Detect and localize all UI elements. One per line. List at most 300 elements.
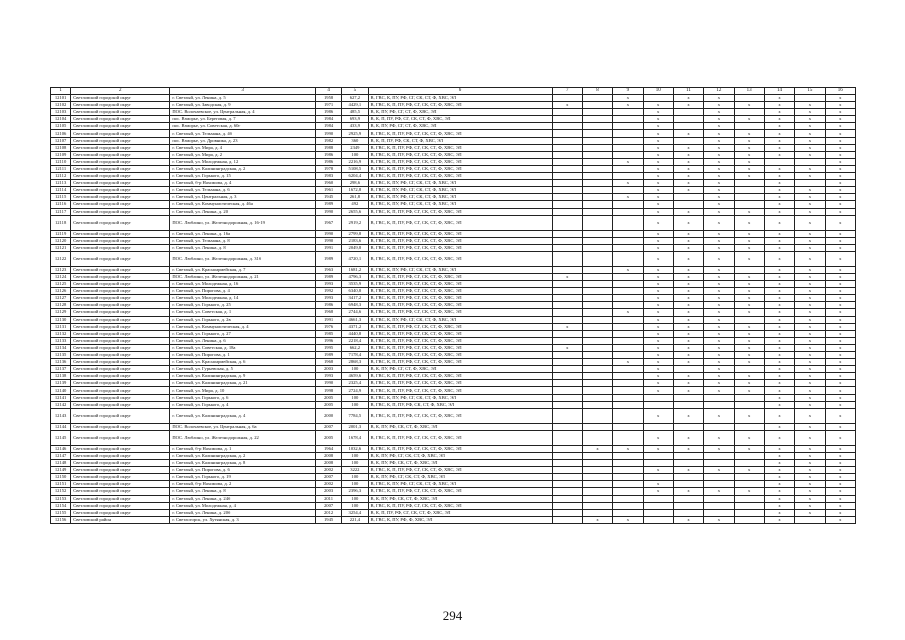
systems-list-cell: В, ГВС, К, П, ПУ, РФ, СГ, СК, СТ, Ф, ХВС, ЭЛ [368, 352, 552, 359]
mark-cell: x [673, 144, 703, 151]
mark-cell: x [764, 323, 794, 330]
mark-cell: x [643, 309, 673, 316]
municipality-cell: Светловский городской округ [71, 165, 170, 172]
mark-cell: x [764, 481, 794, 488]
area-value-cell: 2349 [342, 144, 368, 151]
mark-cell [582, 394, 612, 401]
column-number-header: 7 [552, 88, 582, 95]
mark-cell: x [643, 330, 673, 337]
systems-list-cell: В, ГВС, К, ПУ, РФ, СГ, СК, СТ, Ф, ХВС, ЭЛ [368, 180, 552, 187]
mark-cell [582, 230, 612, 237]
mark-cell: x [552, 344, 582, 351]
mark-cell [613, 430, 643, 445]
table-row [51, 158, 856, 165]
mark-cell: x [795, 352, 825, 359]
table-row [51, 330, 856, 337]
municipality-cell: Светловский городской округ [71, 359, 170, 366]
mark-cell [582, 95, 612, 102]
mark-cell: x [825, 102, 856, 109]
mark-cell: x [704, 116, 734, 123]
systems-list-cell: В, ГВС, К, П, ПУ, РФ, СГ, СК, СТ, Ф, ХВС, ЭЛ [368, 408, 552, 423]
mark-cell [582, 323, 612, 330]
mark-cell [643, 460, 673, 467]
mark-cell [734, 201, 764, 208]
area-value-cell: 100 [342, 502, 368, 509]
area-value-cell: 2001,3 [342, 423, 368, 430]
mark-cell [613, 273, 643, 280]
address-cell: пос. Взморье, ул. Советская, д. 60г [170, 123, 316, 130]
row-id-cell: 12117 [51, 208, 71, 215]
mark-cell [673, 423, 703, 430]
year-cell: 1982 [315, 137, 341, 144]
table-body [51, 88, 856, 524]
municipality-cell: Светловский городской округ [71, 102, 170, 109]
mark-cell: x [795, 281, 825, 288]
column-number-header: 6 [368, 88, 552, 95]
mark-cell [704, 502, 734, 509]
mark-cell [734, 123, 764, 130]
table-row [51, 288, 856, 295]
mark-cell: x [673, 516, 703, 523]
table-header-row [51, 88, 856, 95]
mark-cell [704, 401, 734, 408]
mark-cell [613, 144, 643, 151]
mark-cell: x [734, 337, 764, 344]
mark-cell: x [734, 244, 764, 251]
mark-cell: x [734, 116, 764, 123]
mark-cell [582, 144, 612, 151]
mark-cell [673, 401, 703, 408]
mark-cell [552, 116, 582, 123]
mark-cell: x [704, 109, 734, 116]
mark-cell: x [825, 452, 856, 459]
mark-cell: x [552, 102, 582, 109]
table-row [51, 244, 856, 251]
page-number: 294 [442, 608, 463, 623]
mark-cell [582, 237, 612, 244]
mark-cell [582, 302, 612, 309]
row-id-cell: 12114 [51, 187, 71, 194]
area-value-cell: 2724,9 [342, 387, 368, 394]
mark-cell: x [795, 509, 825, 516]
table-row [51, 495, 856, 502]
mark-cell: x [734, 323, 764, 330]
table-row [51, 123, 856, 130]
year-cell: 2007 [315, 474, 341, 481]
mark-cell: x [764, 401, 794, 408]
address-cell: г. Светлый, ул. Мира, д. 4 [170, 144, 316, 151]
mark-cell: x [673, 273, 703, 280]
area-value-cell: 3254,4 [342, 509, 368, 516]
address-cell: ПОС. Волочаевское, ул. Центральная, д. 6а [170, 423, 316, 430]
mark-cell: x [613, 102, 643, 109]
mark-cell: x [795, 165, 825, 172]
mark-cell: x [825, 323, 856, 330]
mark-cell [613, 330, 643, 337]
mark-cell: x [795, 244, 825, 251]
year-cell: 1989 [315, 352, 341, 359]
mark-cell [673, 194, 703, 201]
address-cell: г. Светлый, ул. Калининградская, д. 2 [170, 452, 316, 459]
mark-cell [552, 359, 582, 366]
mark-cell [582, 194, 612, 201]
municipality-cell: Светловский городской округ [71, 467, 170, 474]
mark-cell: x [643, 173, 673, 180]
area-value-cell: 100 [342, 366, 368, 373]
mark-cell [613, 495, 643, 502]
systems-list-cell: В, К, П, ПУ, РФ, СГ, СК, СТ, Ф, ХВС, ЭЛ [368, 116, 552, 123]
year-cell: 2012 [315, 509, 341, 516]
address-cell: г. Светлый, ул. Молодежная, д. 12 [170, 158, 316, 165]
mark-cell [582, 165, 612, 172]
address-cell: ПОС. Люблино, ул. Железнодорожная, д. 31б [170, 251, 316, 266]
mark-cell: x [795, 266, 825, 273]
mark-cell: x [643, 316, 673, 323]
area-value-cell: 6340,8 [342, 288, 368, 295]
mark-cell: x [795, 288, 825, 295]
mark-cell: x [734, 215, 764, 230]
address-cell: г. Светлый, ул. Горького, д. 25 [170, 302, 316, 309]
municipality-cell: Светловский городской округ [71, 208, 170, 215]
table-row [51, 509, 856, 516]
row-id-cell: 12130 [51, 316, 71, 323]
row-id-cell: 12125 [51, 281, 71, 288]
area-value-cell: 662,2 [342, 344, 368, 351]
mark-cell: x [643, 230, 673, 237]
mark-cell: x [613, 445, 643, 452]
year-cell: 1984 [315, 123, 341, 130]
mark-cell: x [673, 337, 703, 344]
year-cell: 1961 [315, 187, 341, 194]
municipality-cell: Светловский городской округ [71, 281, 170, 288]
mark-cell: x [825, 460, 856, 467]
address-cell: ПОС. Люблино, ул. Железнодорожная, д. 16-19 [170, 215, 316, 230]
mark-cell: x [643, 215, 673, 230]
municipality-cell: Светловский городской округ [71, 323, 170, 330]
mark-cell: x [673, 295, 703, 302]
mark-cell: x [734, 281, 764, 288]
mark-cell [613, 380, 643, 387]
mark-cell: x [764, 281, 794, 288]
row-id-cell: 12105 [51, 123, 71, 130]
mark-cell [552, 295, 582, 302]
row-id-cell: 12106 [51, 130, 71, 137]
mark-cell: x [643, 288, 673, 295]
mark-cell: x [825, 394, 856, 401]
municipality-cell: Светловский городской округ [71, 502, 170, 509]
mark-cell [552, 495, 582, 502]
mark-cell [795, 180, 825, 187]
mark-cell [552, 137, 582, 144]
mark-cell [552, 244, 582, 251]
systems-list-cell: В, ГВС, К, П, ПУ, РФ, СГ, СК, СТ, Ф, ХВС, ЭЛ [368, 144, 552, 151]
row-id-cell: 12122 [51, 251, 71, 266]
mark-cell [673, 460, 703, 467]
column-number-header: 14 [764, 88, 794, 95]
row-id-cell: 12152 [51, 488, 71, 495]
mark-cell: x [643, 158, 673, 165]
table-row [51, 460, 856, 467]
area-value-cell: 1678,4 [342, 430, 368, 445]
mark-cell: x [825, 401, 856, 408]
systems-list-cell: В, ГВС, К, П, ПУ, РФ, СГ, СК, СТ, Ф, ХВС, ЭЛ [368, 330, 552, 337]
mark-cell: x [704, 387, 734, 394]
mark-cell: x [795, 460, 825, 467]
year-cell: 1963 [315, 266, 341, 273]
table-row [51, 151, 856, 158]
mark-cell: x [795, 373, 825, 380]
mark-cell [582, 452, 612, 459]
mark-cell [582, 408, 612, 423]
mark-cell [734, 423, 764, 430]
mark-cell [552, 201, 582, 208]
mark-cell: x [734, 373, 764, 380]
year-cell: 1986 [315, 109, 341, 116]
mark-cell [582, 337, 612, 344]
mark-cell: x [825, 302, 856, 309]
mark-cell [704, 474, 734, 481]
row-id-cell: 12148 [51, 460, 71, 467]
municipality-cell: Светловский городской округ [71, 158, 170, 165]
mark-cell [734, 109, 764, 116]
row-id-cell: 12111 [51, 165, 71, 172]
mark-cell: x [764, 352, 794, 359]
mark-cell [582, 366, 612, 373]
mark-cell [613, 452, 643, 459]
mark-cell: x [704, 201, 734, 208]
mark-cell: x [643, 123, 673, 130]
mark-cell: x [643, 387, 673, 394]
address-cell: г. Светлый, ул. Тельмана, д. 6 [170, 187, 316, 194]
mark-cell [673, 394, 703, 401]
municipality-cell: Светловский городской округ [71, 201, 170, 208]
area-value-cell: 2868,3 [342, 359, 368, 366]
mark-cell: x [673, 173, 703, 180]
mark-cell: x [825, 380, 856, 387]
mark-cell [613, 123, 643, 130]
mark-cell [552, 130, 582, 137]
mark-cell [734, 194, 764, 201]
mark-cell [582, 158, 612, 165]
row-id-cell: 12149 [51, 467, 71, 474]
mark-cell: x [795, 445, 825, 452]
mark-cell: x [643, 102, 673, 109]
mark-cell [613, 467, 643, 474]
mark-cell [673, 123, 703, 130]
mark-cell [552, 408, 582, 423]
mark-cell [582, 137, 612, 144]
year-cell: 2003 [315, 488, 341, 495]
year-cell: 1976 [315, 323, 341, 330]
table-row [51, 474, 856, 481]
mark-cell [734, 401, 764, 408]
mark-cell: x [643, 373, 673, 380]
table-row [51, 302, 856, 309]
mark-cell: x [673, 215, 703, 230]
mark-cell: x [764, 302, 794, 309]
mark-cell [582, 102, 612, 109]
table-row [51, 316, 856, 323]
address-cell: г. Светлый, ул. Горького, д. 2в [170, 316, 316, 323]
municipality-cell: Светловский городской округ [71, 288, 170, 295]
mark-cell [552, 474, 582, 481]
area-value-cell: 2325,4 [342, 380, 368, 387]
housing-register-table [50, 87, 856, 524]
area-value-cell: 4659,6 [342, 373, 368, 380]
area-value-cell: 100 [342, 474, 368, 481]
row-id-cell: 12115 [51, 194, 71, 201]
mark-cell: x [734, 430, 764, 445]
row-id-cell: 12139 [51, 380, 71, 387]
table-row [51, 430, 856, 445]
mark-cell: x [643, 488, 673, 495]
mark-cell: x [825, 366, 856, 373]
mark-cell: x [673, 180, 703, 187]
mark-cell: x [795, 123, 825, 130]
mark-cell [582, 173, 612, 180]
mark-cell: x [704, 123, 734, 130]
systems-list-cell: В, ГВС, К, ПУ, РФ, СГ, СК, СТ, Ф, ХВС, ЭЛ [368, 194, 552, 201]
year-cell: 1984 [315, 116, 341, 123]
mark-cell [552, 237, 582, 244]
mark-cell: x [734, 158, 764, 165]
table-row [51, 481, 856, 488]
row-id-cell: 12140 [51, 387, 71, 394]
area-value-cell: 4371,2 [342, 323, 368, 330]
mark-cell: x [643, 194, 673, 201]
area-value-cell: 221,4 [342, 516, 368, 523]
address-cell: г. Светлый, ул. Ленина, д. 16а [170, 230, 316, 237]
area-value-cell: 492 [342, 201, 368, 208]
mark-cell: x [734, 352, 764, 359]
mark-cell: x [734, 387, 764, 394]
mark-cell [613, 187, 643, 194]
mark-cell: x [764, 337, 794, 344]
mark-cell [734, 366, 764, 373]
mark-cell [613, 302, 643, 309]
mark-cell [734, 316, 764, 323]
mark-cell [552, 266, 582, 273]
address-cell: пос. Взморье, ул. Дровника, д. 23 [170, 137, 316, 144]
mark-cell: x [734, 273, 764, 280]
municipality-cell: Светловский городской округ [71, 408, 170, 423]
area-value-cell: 2396,3 [342, 488, 368, 495]
mark-cell [643, 502, 673, 509]
systems-list-cell: В, К, ПУ, РФ, СК, СТ, Ф, ХВС, ЭЛ [368, 495, 552, 502]
mark-cell: x [795, 173, 825, 180]
mark-cell: x [795, 330, 825, 337]
table-row [51, 208, 856, 215]
mark-cell: x [795, 309, 825, 316]
row-id-cell: 12116 [51, 201, 71, 208]
mark-cell [704, 509, 734, 516]
mark-cell [582, 281, 612, 288]
mark-cell: x [795, 387, 825, 394]
mark-cell: x [552, 273, 582, 280]
mark-cell: x [825, 352, 856, 359]
mark-cell: x [643, 380, 673, 387]
mark-cell [552, 288, 582, 295]
address-cell: пос. Взморье, ул. Береговая, д. 7 [170, 116, 316, 123]
mark-cell [613, 208, 643, 215]
area-value-cell: 2799,8 [342, 230, 368, 237]
mark-cell [613, 401, 643, 408]
area-value-cell: 7178,4 [342, 352, 368, 359]
mark-cell: x [795, 323, 825, 330]
mark-cell: x [643, 359, 673, 366]
mark-cell: x [795, 423, 825, 430]
mark-cell: x [643, 430, 673, 445]
column-number-header: 2 [71, 88, 170, 95]
table-row [51, 165, 856, 172]
mark-cell: x [795, 230, 825, 237]
mark-cell: x [764, 208, 794, 215]
mark-cell: x [673, 344, 703, 351]
mark-cell: x [643, 144, 673, 151]
address-cell: г. Светлый, ул. Пирогова, д. 4 [170, 288, 316, 295]
mark-cell: x [825, 144, 856, 151]
mark-cell [734, 516, 764, 523]
mark-cell [582, 387, 612, 394]
table-row [51, 337, 856, 344]
mark-cell: x [764, 266, 794, 273]
mark-cell [613, 316, 643, 323]
year-cell: 1991 [315, 244, 341, 251]
mark-cell [643, 95, 673, 102]
mark-cell: x [795, 337, 825, 344]
mark-cell: x [613, 359, 643, 366]
year-cell: 2005 [315, 394, 341, 401]
address-cell: г. Светлый, ул. Коммунистическая, д. 4 [170, 323, 316, 330]
mark-cell [552, 394, 582, 401]
mark-cell: x [734, 251, 764, 266]
mark-cell: x [764, 109, 794, 116]
year-cell: 1989 [315, 273, 341, 280]
mark-cell: x [795, 380, 825, 387]
area-value-cell: 2218,4 [342, 337, 368, 344]
mark-cell [552, 366, 582, 373]
year-cell: 1988 [315, 144, 341, 151]
municipality-cell: Светловский городской округ [71, 430, 170, 445]
mark-cell [734, 187, 764, 194]
mark-cell: x [673, 330, 703, 337]
table-row [51, 201, 856, 208]
mark-cell [552, 302, 582, 309]
area-value-cell: 2655,6 [342, 208, 368, 215]
mark-cell [643, 495, 673, 502]
mark-cell: x [673, 387, 703, 394]
area-value-cell: 4796,3 [342, 273, 368, 280]
column-number-header: 4 [315, 88, 341, 95]
mark-cell: x [825, 344, 856, 351]
mark-cell [613, 109, 643, 116]
mark-cell: x [795, 495, 825, 502]
mark-cell: x [673, 158, 703, 165]
mark-cell: x [704, 359, 734, 366]
year-cell: 1990 [315, 237, 341, 244]
mark-cell: x [795, 488, 825, 495]
mark-cell: x [795, 408, 825, 423]
mark-cell: x [704, 158, 734, 165]
mark-cell [582, 430, 612, 445]
mark-cell [673, 137, 703, 144]
year-cell: 1996 [315, 337, 341, 344]
mark-cell: x [825, 474, 856, 481]
area-value-cell: 100 [342, 401, 368, 408]
mark-cell: x [795, 144, 825, 151]
year-cell: 2005 [315, 430, 341, 445]
mark-cell: x [825, 130, 856, 137]
